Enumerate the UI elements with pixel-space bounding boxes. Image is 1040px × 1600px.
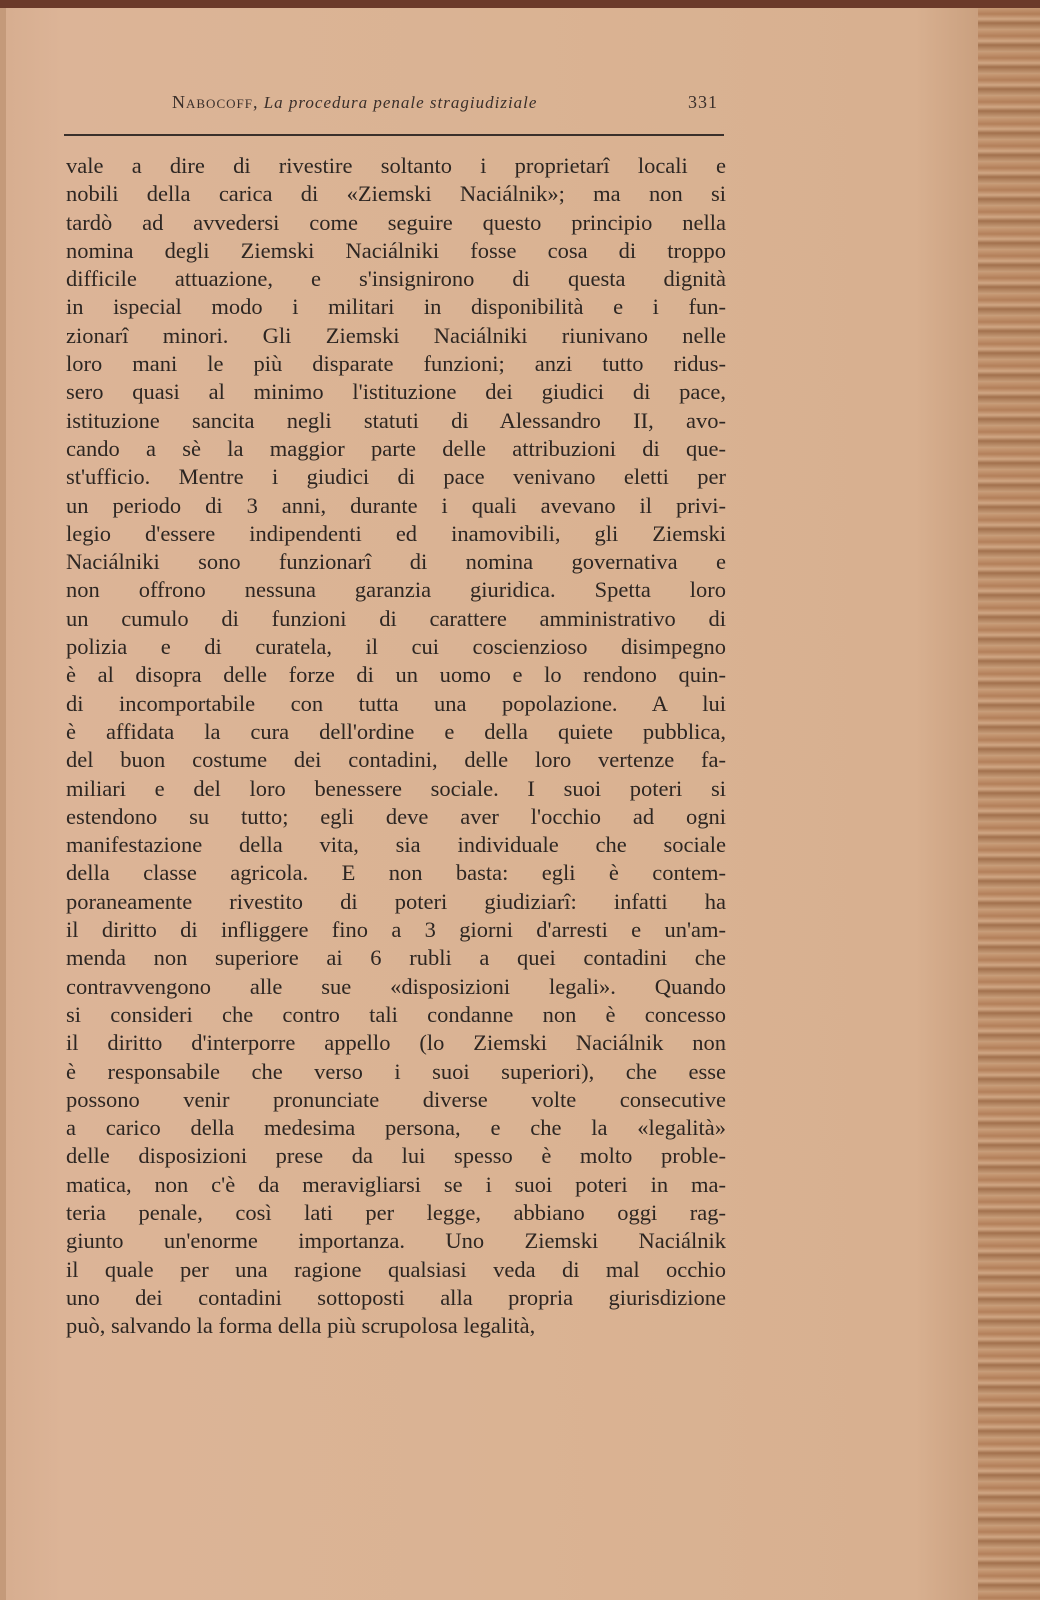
header-author: Nabocoff, (172, 92, 259, 112)
book-spine-edge (978, 8, 1040, 1600)
text-line: non offrono nessuna garanzia giuridica. Spetta loro (66, 577, 726, 603)
text-line: polizia e di curatela, il cui coscienzioso disimpegno (66, 634, 726, 660)
text-line: st'ufficio. Mentre i giudici di pace venivano eletti per (66, 464, 726, 490)
text-line: contravvengono alle sue «disposizioni legali». Quando (66, 973, 726, 999)
header-title (172, 92, 537, 113)
text-line: istituzione sancita negli statuti di Alessandro II, avo- (66, 407, 726, 433)
text-line: può, salvando la forma della più scrupolosa legalità, (66, 1313, 536, 1339)
text-line: vale a dire di rivestire soltanto i proprietarî locali e (66, 153, 726, 178)
book-page (0, 8, 1040, 1600)
text-line: è al disopra delle forze di un uomo e lo rendono quin- (66, 662, 726, 688)
text-line: delle disposizioni prese da lui spesso è molto proble- (66, 1143, 726, 1169)
text-line: sero quasi al minimo l'istituzione dei giudici di pace, (66, 379, 726, 405)
text-line: il diritto di infliggere fino a 3 giorni d'arresti e un'am- (66, 917, 726, 943)
text-line: uno dei contadini sottoposti alla propria giurisdizione (66, 1284, 726, 1310)
page-number: 331 (688, 92, 718, 112)
text-line: manifestazione della vita, sia individuale che sociale (66, 832, 726, 858)
text-line: possono venir pronunciate diverse volte consecutive (66, 1086, 726, 1112)
text-line: difficile attuazione, e s'insignirono di questa dignità (66, 266, 726, 292)
body-text (66, 152, 726, 1340)
text-line: estendono su tutto; egli deve aver l'occhio ad ogni (66, 803, 726, 829)
text-line: Naciálniki sono funzionarî di nomina governativa e (66, 549, 726, 575)
text-line: poraneamente rivestito di poteri giudiziarî: infatti ha (66, 888, 726, 914)
text-line: nomina degli Ziemski Naciálniki fosse cosa di troppo (66, 237, 726, 263)
header-rule (64, 134, 724, 136)
text-line: il diritto d'interporre appello (lo Ziemski Naciálnik non (66, 1030, 726, 1056)
text-line: menda non superiore ai 6 rubli a quei contadini che (66, 945, 726, 971)
text-line: teria penale, così lati per legge, abbiano oggi rag- (66, 1199, 726, 1225)
text-line: loro mani le più disparate funzioni; anzi tutto ridus- (66, 351, 726, 377)
text-line: cando a sè la maggior parte delle attribuzioni di que- (66, 435, 726, 461)
text-line: miliari e del loro benessere sociale. I suoi poteri si (66, 775, 726, 801)
text-line: del buon costume dei contadini, delle loro vertenze fa- (66, 747, 726, 773)
text-line: il quale per una ragione qualsiasi veda di mal occhio (66, 1256, 726, 1282)
text-line: è responsabile che verso i suoi superiori), che esse (66, 1058, 726, 1084)
text-line: zionarî minori. Gli Ziemski Naciálniki riunivano nelle (66, 322, 726, 348)
running-header (64, 88, 724, 120)
text-line: si consideri che contro tali condanne non è concesso (66, 1001, 726, 1027)
text-line: un cumulo di funzioni di carattere amministrativo di (66, 605, 726, 631)
text-line: a carico della medesima persona, e che la «legalità» (66, 1115, 726, 1141)
text-line: nobili della carica di «Ziemski Naciálnik»; ma non si (66, 181, 726, 207)
text-line: giunto un'enorme importanza. Uno Ziemski Naciálnik (66, 1228, 726, 1254)
text-line: un periodo di 3 anni, durante i quali avevano il privi- (66, 492, 726, 518)
text-line: è affidata la cura dell'ordine e della quiete pubblica, (66, 718, 726, 744)
text-line: della classe agricola. E non basta: egli è contem- (66, 860, 726, 886)
header-book-title: La procedura penale stragiudiziale (263, 93, 538, 112)
text-line: legio d'essere indipendenti ed inamovibili, gli Ziemski (66, 520, 726, 546)
text-line: matica, non c'è da meravigliarsi se i suoi poteri in ma- (66, 1171, 726, 1197)
page-left-edge (0, 8, 6, 1600)
text-line: di incomportabile con tutta una popolazione. A lui (66, 690, 726, 716)
text-line: tardò ad avvedersi come seguire questo principio nella (66, 209, 726, 235)
text-line: in ispecial modo i militari in disponibilità e i fun- (66, 294, 726, 320)
